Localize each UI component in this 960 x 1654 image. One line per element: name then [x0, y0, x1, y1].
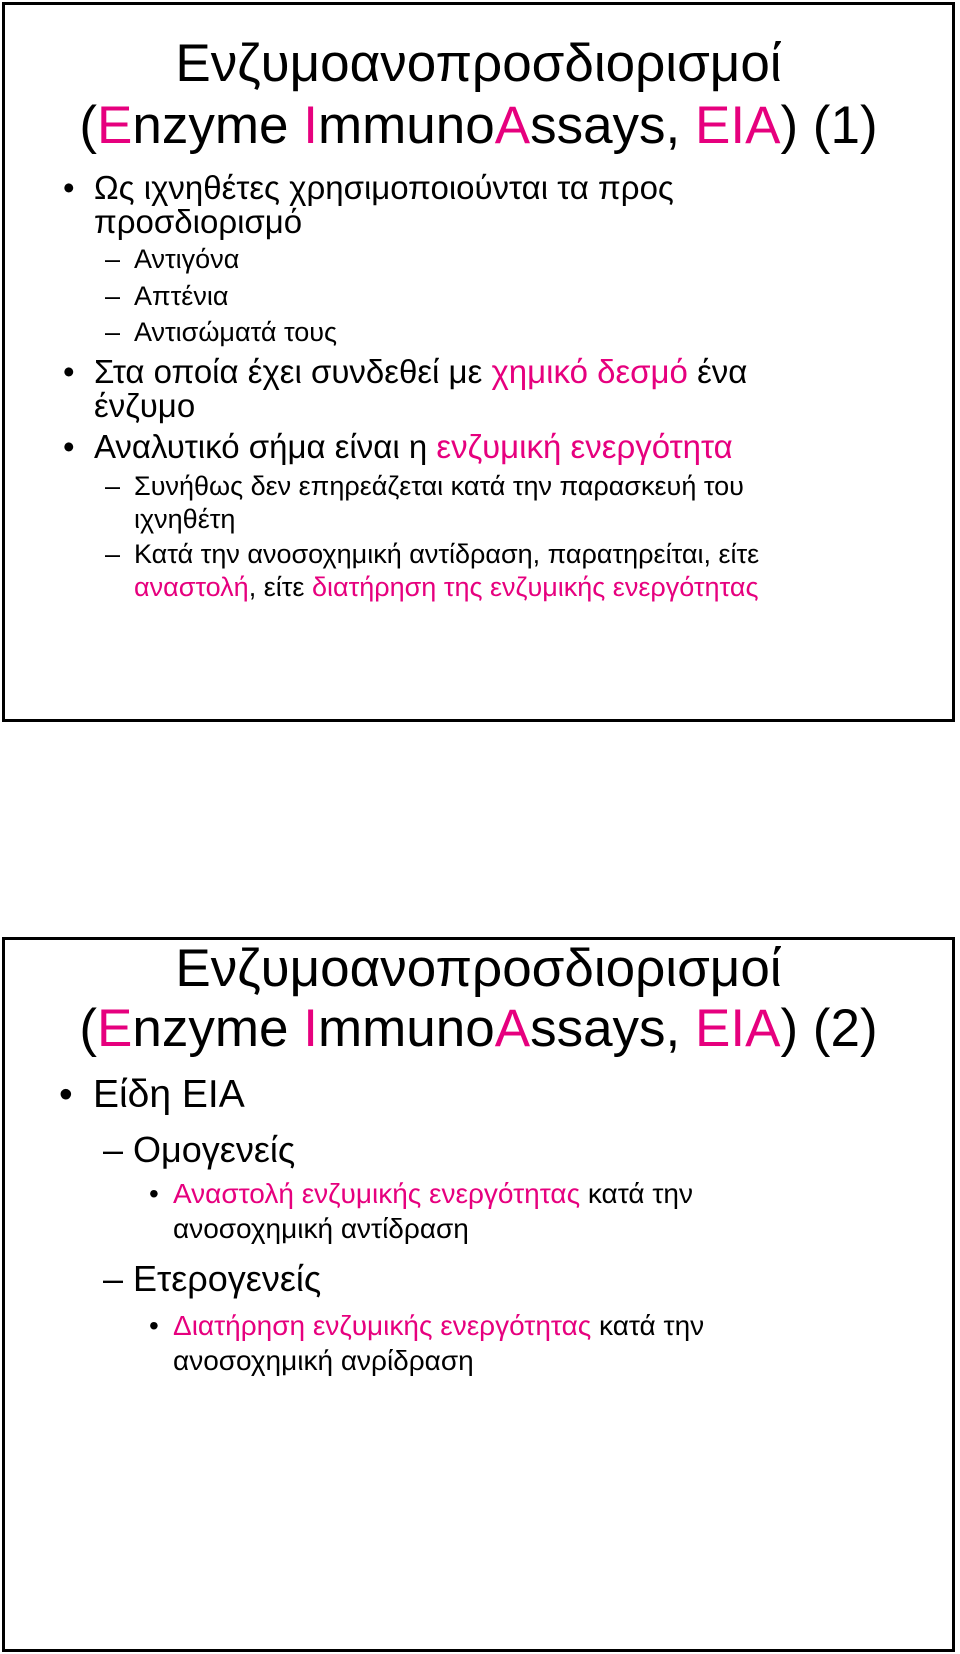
sub-2-line2: ιχνηθέτη: [134, 504, 236, 534]
dash-marker: –: [105, 244, 121, 274]
dash-marker: –: [105, 471, 121, 501]
bullet-1-line1: Ως ιχνηθέτες χρησιμοποιούνται τα προς: [94, 169, 674, 206]
slide-2-title-line2: (Enzyme ImmunoAssays, EIA) (2): [79, 999, 878, 1058]
slide-1-title-line2: (Enzyme ImmunoAssays, EIA) (1): [79, 96, 878, 155]
heterogeneous-item-line2: ανοσοχημική ανρίδραση: [173, 1345, 474, 1376]
bullet-types-eia: Είδη ΕΙΑ: [93, 1073, 245, 1116]
dash-marker: –: [105, 539, 121, 569]
dash-marker: –: [103, 1129, 124, 1170]
bullet-marker: •: [149, 1310, 159, 1341]
bullet-marker: •: [63, 428, 75, 465]
sub-3-line1: Κατά την ανοσοχημική αντίδραση, παρατηρείται, είτε: [134, 539, 760, 569]
bullet-marker: •: [63, 169, 75, 206]
slide-2-title-line1: Ενζυμοανοπροσδιορισμοί: [175, 939, 782, 998]
sub-heterogeneous: Ετερογενείς: [133, 1258, 322, 1299]
dash-marker: –: [105, 317, 121, 347]
sub-item-antigens: Αντιγόνα: [134, 244, 240, 274]
bullet-2-line2: ένζυμο: [94, 387, 196, 424]
bullet-2-line1: Στα οποία έχει συνδεθεί με χημικό δεσμό ένα: [94, 353, 748, 390]
bullet-marker: •: [63, 353, 75, 390]
slide-2: [2, 937, 955, 1652]
bullet-1-line2: προσδιορισμό: [94, 203, 303, 240]
dash-marker: –: [103, 1258, 124, 1299]
heterogeneous-item-line1: Διατήρηση ενζυμικής ενεργότητας κατά την: [173, 1310, 705, 1341]
sub-item-haptens: Απτένια: [134, 281, 229, 311]
bullet-3-line1: Αναλυτικό σήμα είναι η ενζυμική ενεργότητα: [94, 428, 733, 465]
slide-1-title-line1: Ενζυμοανοπροσδιορισμοί: [175, 34, 782, 93]
sub-item-antibodies: Αντισώματά τους: [134, 317, 338, 347]
bullet-marker: •: [59, 1073, 73, 1116]
bullet-marker: •: [149, 1178, 159, 1209]
homogeneous-item-line2: ανοσοχημική αντίδραση: [173, 1213, 469, 1244]
sub-2-line1: Συνήθως δεν επηρεάζεται κατά την παρασκευή του: [134, 471, 744, 501]
dash-marker: –: [105, 281, 121, 311]
homogeneous-item-line1: Αναστολή ενζυμικής ενεργότητας κατά την: [173, 1178, 693, 1209]
sub-homogeneous: Ομογενείς: [133, 1129, 296, 1170]
sub-3-line2: αναστολή, είτε διατήρηση της ενζυμικής ενεργότητας: [134, 572, 759, 602]
slide-1: [2, 2, 955, 722]
